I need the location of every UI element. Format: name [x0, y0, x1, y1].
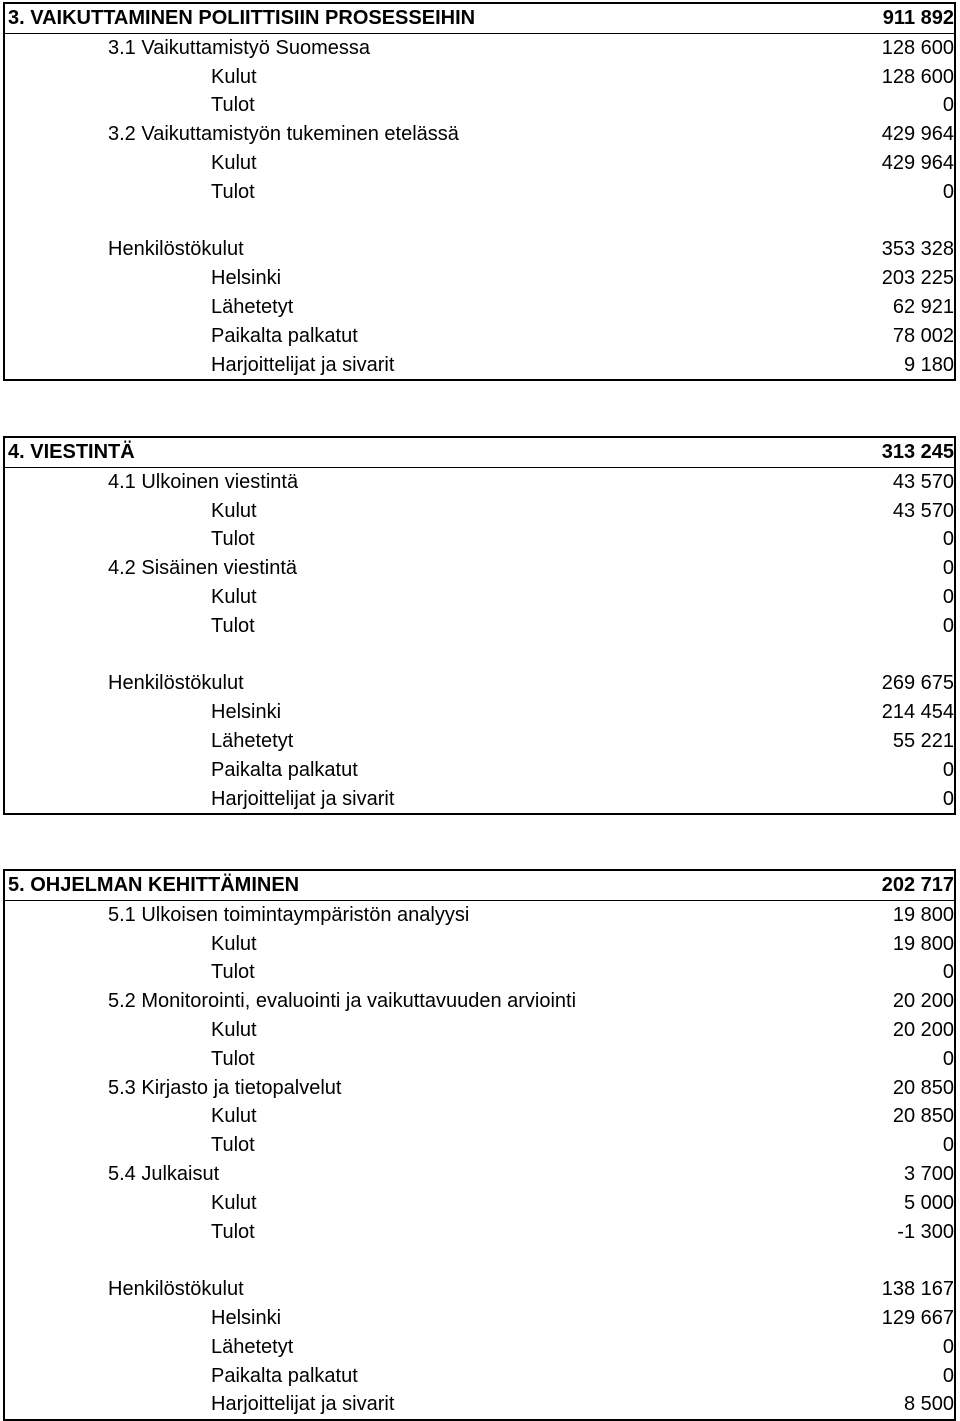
- budget-section-4: [3, 436, 956, 815]
- row-label: Tulot: [211, 528, 255, 551]
- budget-row: [5, 612, 954, 641]
- row-label: Harjoittelijat ja sivarit: [211, 353, 395, 376]
- row-label: Lähetetyt: [211, 295, 294, 318]
- budget-section-3: [3, 2, 956, 381]
- row-label: 5.2 Monitorointi, evaluointi ja vaikuttavuuden arviointi: [108, 990, 577, 1013]
- budget-row: [5, 958, 954, 987]
- budget-row: [5, 525, 954, 554]
- blank-row: [5, 641, 954, 670]
- row-label: Kulut: [211, 1191, 257, 1214]
- row-label: Harjoittelijat ja sivarit: [211, 787, 395, 810]
- row-label: 3.2 Vaikuttamistyön tukeminen etelässä: [108, 123, 459, 146]
- row-label: 4.1 Ulkoinen viestintä: [108, 470, 299, 493]
- row-value: 429 964: [881, 123, 954, 146]
- row-value: 19 800: [892, 903, 954, 926]
- budget-row: [5, 351, 954, 380]
- blank-row: [5, 1246, 954, 1275]
- budget-row: [5, 1362, 954, 1391]
- budget-row: [5, 120, 954, 149]
- budget-row: [5, 63, 954, 92]
- budget-row: [5, 583, 954, 612]
- row-value: 78 002: [892, 324, 954, 347]
- section-title: 4. VIESTINTÄ: [8, 441, 135, 463]
- budget-row: [5, 1275, 954, 1304]
- row-value: 129 667: [881, 1306, 954, 1329]
- row-label: 3.1 Vaikuttamistyö Suomessa: [108, 36, 370, 59]
- budget-row: [5, 91, 954, 120]
- row-value: 43 570: [892, 470, 954, 493]
- row-label: Tulot: [211, 1134, 255, 1157]
- row-value: 0: [942, 1134, 954, 1157]
- budget-row: [5, 698, 954, 727]
- budget-row: [5, 468, 954, 497]
- row-value: 0: [942, 787, 954, 810]
- row-label: Paikalta palkatut: [211, 758, 358, 781]
- section-header-row: [5, 871, 954, 901]
- row-value: 9 180: [903, 353, 954, 376]
- budget-section-5: [3, 869, 956, 1421]
- budget-row: [5, 1074, 954, 1103]
- row-value: 0: [942, 557, 954, 580]
- section-header-row: [5, 4, 954, 34]
- budget-row: [5, 178, 954, 207]
- row-value: 0: [942, 528, 954, 551]
- row-label: Paikalta palkatut: [211, 1364, 358, 1387]
- budget-row: [5, 293, 954, 322]
- row-value: 429 964: [881, 151, 954, 174]
- budget-row: [5, 756, 954, 785]
- row-label: Kulut: [211, 65, 257, 88]
- row-value: 0: [942, 94, 954, 117]
- row-label: Helsinki: [211, 267, 282, 290]
- row-label: Kulut: [211, 932, 257, 955]
- row-label: Henkilöstökulut: [108, 672, 244, 695]
- row-label: Lähetetyt: [211, 1335, 294, 1358]
- row-value: 0: [942, 1335, 954, 1358]
- row-label: Kulut: [211, 499, 257, 522]
- row-label: 5.3 Kirjasto ja tietopalvelut: [108, 1076, 342, 1099]
- budget-row: [5, 1390, 954, 1419]
- row-label: Kulut: [211, 151, 257, 174]
- budget-row: [5, 264, 954, 293]
- section-total: 202 717: [881, 874, 954, 896]
- row-value: 128 600: [881, 65, 954, 88]
- row-label: Tulot: [211, 1220, 255, 1243]
- row-value: 0: [942, 1364, 954, 1387]
- row-value: 0: [942, 614, 954, 637]
- row-value: 269 675: [881, 672, 954, 695]
- row-value: 0: [942, 758, 954, 781]
- section-total: 313 245: [881, 441, 954, 463]
- budget-row: [5, 1218, 954, 1247]
- budget-row: [5, 1333, 954, 1362]
- row-value: 43 570: [892, 499, 954, 522]
- row-value: 62 921: [892, 295, 954, 318]
- row-label: Tulot: [211, 614, 255, 637]
- row-label: Harjoittelijat ja sivarit: [211, 1393, 395, 1416]
- row-value: 0: [942, 180, 954, 203]
- row-value: 19 800: [892, 932, 954, 955]
- row-label: Helsinki: [211, 1306, 282, 1329]
- row-value: 8 500: [903, 1393, 954, 1416]
- row-label: Tulot: [211, 1047, 255, 1070]
- row-label: Kulut: [211, 585, 257, 608]
- budget-row: [5, 727, 954, 756]
- row-value: 20 200: [892, 1018, 954, 1041]
- row-label: 4.2 Sisäinen viestintä: [108, 557, 298, 580]
- row-label: Kulut: [211, 1018, 257, 1041]
- row-label: Tulot: [211, 180, 255, 203]
- row-value: 0: [942, 961, 954, 984]
- row-value: 55 221: [892, 729, 954, 752]
- blank-row: [5, 207, 954, 236]
- row-value: 353 328: [881, 238, 954, 261]
- row-value: 203 225: [881, 267, 954, 290]
- budget-row: [5, 1102, 954, 1131]
- row-label: Henkilöstökulut: [108, 1278, 244, 1301]
- budget-row: [5, 987, 954, 1016]
- row-value: 214 454: [881, 701, 954, 724]
- row-label: Helsinki: [211, 701, 282, 724]
- row-label: Tulot: [211, 94, 255, 117]
- row-label: Henkilöstökulut: [108, 238, 244, 261]
- row-label: Tulot: [211, 961, 255, 984]
- row-label: Paikalta palkatut: [211, 324, 358, 347]
- budget-row: [5, 901, 954, 930]
- budget-row: [5, 322, 954, 351]
- section-title: 5. OHJELMAN KEHITTÄMINEN: [8, 874, 300, 896]
- row-label: Lähetetyt: [211, 729, 294, 752]
- budget-row: [5, 149, 954, 178]
- row-value: 0: [942, 1047, 954, 1070]
- row-value: 128 600: [881, 36, 954, 59]
- row-value: 3 700: [903, 1162, 954, 1185]
- row-label: 5.4 Julkaisut: [108, 1162, 220, 1185]
- budget-row: [5, 34, 954, 63]
- row-value: 5 000: [903, 1191, 954, 1214]
- row-value: 0: [942, 585, 954, 608]
- budget-row: [5, 1131, 954, 1160]
- budget-row: [5, 497, 954, 526]
- row-value: 20 850: [892, 1076, 954, 1099]
- section-title: 3. VAIKUTTAMINEN POLIITTISIIN PROSESSEIHIN: [8, 7, 476, 29]
- section-total: 911 892: [882, 7, 954, 29]
- row-value: 138 167: [881, 1278, 954, 1301]
- budget-row: [5, 1304, 954, 1333]
- row-label: 5.1 Ulkoisen toimintaympäristön analyysi: [108, 903, 470, 926]
- budget-row: [5, 1189, 954, 1218]
- row-value: 20 200: [892, 990, 954, 1013]
- section-header-row: [5, 438, 954, 468]
- budget-row: [5, 785, 954, 814]
- row-value: -1 300: [897, 1220, 954, 1243]
- budget-row: [5, 1045, 954, 1074]
- budget-row: [5, 235, 954, 264]
- budget-row: [5, 1016, 954, 1045]
- budget-row: [5, 554, 954, 583]
- budget-row: [5, 930, 954, 959]
- budget-row: [5, 1160, 954, 1189]
- row-label: Kulut: [211, 1105, 257, 1128]
- row-value: 20 850: [892, 1105, 954, 1128]
- budget-row: [5, 669, 954, 698]
